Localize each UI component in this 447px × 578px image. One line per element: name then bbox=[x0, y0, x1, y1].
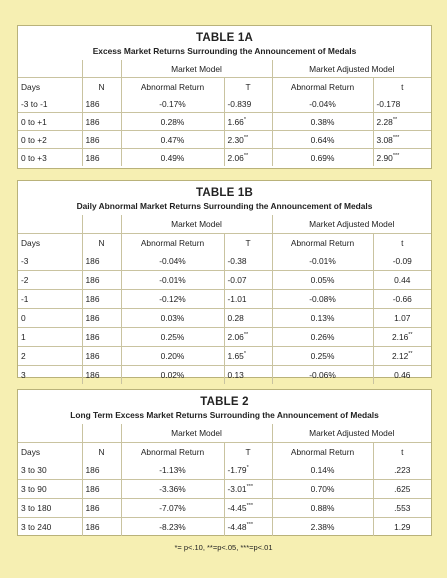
table-cell: -0.08% bbox=[272, 290, 373, 309]
table-cell: 0 to +3 bbox=[18, 149, 82, 167]
table-cell: 1.66* bbox=[224, 113, 272, 131]
table-cell: -0.07 bbox=[224, 271, 272, 290]
table-cell: 186 bbox=[82, 366, 121, 385]
table-cell: -1 bbox=[18, 290, 82, 309]
group-header-market-adjusted-model: Market Adjusted Model bbox=[272, 215, 431, 234]
table-cell: 0.03% bbox=[121, 309, 224, 328]
table-cell: 1.29 bbox=[373, 518, 431, 537]
table-cell: -8.23% bbox=[121, 518, 224, 537]
column-header: Abnormal Return bbox=[121, 443, 224, 462]
column-header: N bbox=[82, 234, 121, 253]
column-header: Abnormal Return bbox=[272, 234, 373, 253]
table-1b-panel bbox=[17, 180, 432, 378]
table-cell: -1.13% bbox=[121, 461, 224, 480]
table-cell: -2 bbox=[18, 271, 82, 290]
table-cell: 186 bbox=[82, 499, 121, 518]
results-table bbox=[18, 215, 431, 384]
column-header-row bbox=[18, 78, 431, 96]
table-cell: 2.28** bbox=[373, 113, 431, 131]
table-cell: 1 bbox=[18, 328, 82, 347]
table-2-panel bbox=[17, 389, 432, 536]
table-cell: -3.36% bbox=[121, 480, 224, 499]
table-row bbox=[18, 499, 431, 518]
table-cell: 2.12** bbox=[373, 347, 431, 366]
table-cell: -0.17% bbox=[121, 95, 224, 113]
table-1a-panel bbox=[17, 25, 432, 169]
table-cell: .553 bbox=[373, 499, 431, 518]
column-header: T bbox=[224, 234, 272, 253]
column-header: t bbox=[373, 234, 431, 253]
table-cell: -4.48*** bbox=[224, 518, 272, 537]
table-cell: 186 bbox=[82, 347, 121, 366]
table-cell: 0 bbox=[18, 309, 82, 328]
table-cell: 186 bbox=[82, 271, 121, 290]
table-cell: -0.12% bbox=[121, 290, 224, 309]
column-header: Abnormal Return bbox=[121, 78, 224, 96]
table-title: TABLE 1A bbox=[196, 32, 253, 44]
table-cell: 3 to 30 bbox=[18, 461, 82, 480]
table-cell: 0.13 bbox=[224, 366, 272, 385]
column-header: T bbox=[224, 443, 272, 462]
table-row bbox=[18, 518, 431, 537]
table-cell: 0.25% bbox=[272, 347, 373, 366]
table-cell: 0.46 bbox=[373, 366, 431, 385]
table-cell: -0.04% bbox=[272, 95, 373, 113]
group-header-market-adjusted-model: Market Adjusted Model bbox=[272, 424, 431, 443]
table-cell: 3.08*** bbox=[373, 131, 431, 149]
table-cell: 2.90*** bbox=[373, 149, 431, 167]
column-header: T bbox=[224, 78, 272, 96]
table-row bbox=[18, 290, 431, 309]
group-header-market-model: Market Model bbox=[121, 215, 272, 234]
table-row bbox=[18, 480, 431, 499]
group-header-market-model: Market Model bbox=[121, 424, 272, 443]
table-cell: 0.02% bbox=[121, 366, 224, 385]
table-cell: 0.25% bbox=[121, 328, 224, 347]
table-cell: 186 bbox=[82, 149, 121, 167]
table-title: TABLE 2 bbox=[200, 396, 249, 408]
table-cell: -0.38 bbox=[224, 252, 272, 271]
table-cell: 2.06** bbox=[224, 328, 272, 347]
table-cell: 0 to +2 bbox=[18, 131, 82, 149]
table-cell: 3 bbox=[18, 366, 82, 385]
table-subtitle: Daily Abnormal Market Returns Surrounding the Announcement of Medals bbox=[76, 201, 373, 211]
table-row bbox=[18, 95, 431, 113]
table-cell: 186 bbox=[82, 113, 121, 131]
table-cell: 0.88% bbox=[272, 499, 373, 518]
table-cell: 3 to 90 bbox=[18, 480, 82, 499]
table-cell: .625 bbox=[373, 480, 431, 499]
significance-footnote: *= p<.10, **=p<.05, ***=p<.01 bbox=[174, 543, 273, 552]
table-cell: 0.47% bbox=[121, 131, 224, 149]
table-cell: -7.07% bbox=[121, 499, 224, 518]
column-header: N bbox=[82, 443, 121, 462]
table-row bbox=[18, 271, 431, 290]
group-header-market-adjusted-model: Market Adjusted Model bbox=[272, 60, 431, 78]
table-cell: 186 bbox=[82, 461, 121, 480]
column-header: Abnormal Return bbox=[272, 443, 373, 462]
results-table bbox=[18, 60, 431, 166]
table-cell: -0.01% bbox=[121, 271, 224, 290]
table-cell: -0.01% bbox=[272, 252, 373, 271]
table-row bbox=[18, 461, 431, 480]
table-cell: 186 bbox=[82, 290, 121, 309]
column-header: Days bbox=[18, 234, 82, 253]
table-cell: 3 to 240 bbox=[18, 518, 82, 537]
table-cell: 186 bbox=[82, 309, 121, 328]
column-header: Abnormal Return bbox=[272, 78, 373, 96]
table-cell: 0.14% bbox=[272, 461, 373, 480]
table-cell: 0.69% bbox=[272, 149, 373, 167]
table-cell: 186 bbox=[82, 95, 121, 113]
table-cell: 0.64% bbox=[272, 131, 373, 149]
table-cell: 0 to +1 bbox=[18, 113, 82, 131]
table-cell: 0.70% bbox=[272, 480, 373, 499]
table-cell: -0.178 bbox=[373, 95, 431, 113]
table-cell: 2 bbox=[18, 347, 82, 366]
table-cell: -0.04% bbox=[121, 252, 224, 271]
table-cell: 2.06** bbox=[224, 149, 272, 167]
results-table bbox=[18, 424, 431, 536]
table-cell: 1.65* bbox=[224, 347, 272, 366]
table-cell: 0.20% bbox=[121, 347, 224, 366]
group-header-row bbox=[18, 215, 431, 234]
table-cell: -0.09 bbox=[373, 252, 431, 271]
table-cell: -1.01 bbox=[224, 290, 272, 309]
column-header: t bbox=[373, 443, 431, 462]
column-header-row bbox=[18, 234, 431, 253]
table-subtitle: Long Term Excess Market Returns Surrounding the Announcement of Medals bbox=[70, 410, 379, 420]
table-cell: -4.45*** bbox=[224, 499, 272, 518]
column-header: Days bbox=[18, 78, 82, 96]
table-cell: 0.26% bbox=[272, 328, 373, 347]
group-header-row bbox=[18, 424, 431, 443]
group-header-row bbox=[18, 60, 431, 78]
table-subtitle: Excess Market Returns Surrounding the Announcement of Medals bbox=[92, 46, 357, 56]
table-cell: 3 to 180 bbox=[18, 499, 82, 518]
table-cell: -3 to -1 bbox=[18, 95, 82, 113]
table-cell: 0.44 bbox=[373, 271, 431, 290]
table-cell: -3 bbox=[18, 252, 82, 271]
table-row bbox=[18, 149, 431, 167]
table-cell: .223 bbox=[373, 461, 431, 480]
table-cell: 0.49% bbox=[121, 149, 224, 167]
table-row bbox=[18, 131, 431, 149]
table-cell: -0.839 bbox=[224, 95, 272, 113]
column-header: N bbox=[82, 78, 121, 96]
group-header-market-model: Market Model bbox=[121, 60, 272, 78]
table-cell: 2.30** bbox=[224, 131, 272, 149]
column-header: Days bbox=[18, 443, 82, 462]
table-cell: 2.16** bbox=[373, 328, 431, 347]
table-title: TABLE 1B bbox=[196, 187, 253, 199]
table-cell: 0.38% bbox=[272, 113, 373, 131]
table-row bbox=[18, 113, 431, 131]
table-row bbox=[18, 252, 431, 271]
table-cell: -1.79* bbox=[224, 461, 272, 480]
table-row bbox=[18, 347, 431, 366]
column-header-row bbox=[18, 443, 431, 462]
table-cell: 0.13% bbox=[272, 309, 373, 328]
table-cell: 0.05% bbox=[272, 271, 373, 290]
table-cell: -3.01*** bbox=[224, 480, 272, 499]
table-cell: 186 bbox=[82, 328, 121, 347]
table-cell: 186 bbox=[82, 518, 121, 537]
table-row bbox=[18, 328, 431, 347]
column-header: Abnormal Return bbox=[121, 234, 224, 253]
column-header: t bbox=[373, 78, 431, 96]
table-cell: 0.28% bbox=[121, 113, 224, 131]
table-cell: -0.66 bbox=[373, 290, 431, 309]
table-row bbox=[18, 366, 431, 385]
table-cell: 1.07 bbox=[373, 309, 431, 328]
table-row bbox=[18, 309, 431, 328]
table-cell: 186 bbox=[82, 131, 121, 149]
table-cell: 186 bbox=[82, 252, 121, 271]
table-cell: 2.38% bbox=[272, 518, 373, 537]
table-cell: -0.06% bbox=[272, 366, 373, 385]
table-cell: 186 bbox=[82, 480, 121, 499]
table-cell: 0.28 bbox=[224, 309, 272, 328]
